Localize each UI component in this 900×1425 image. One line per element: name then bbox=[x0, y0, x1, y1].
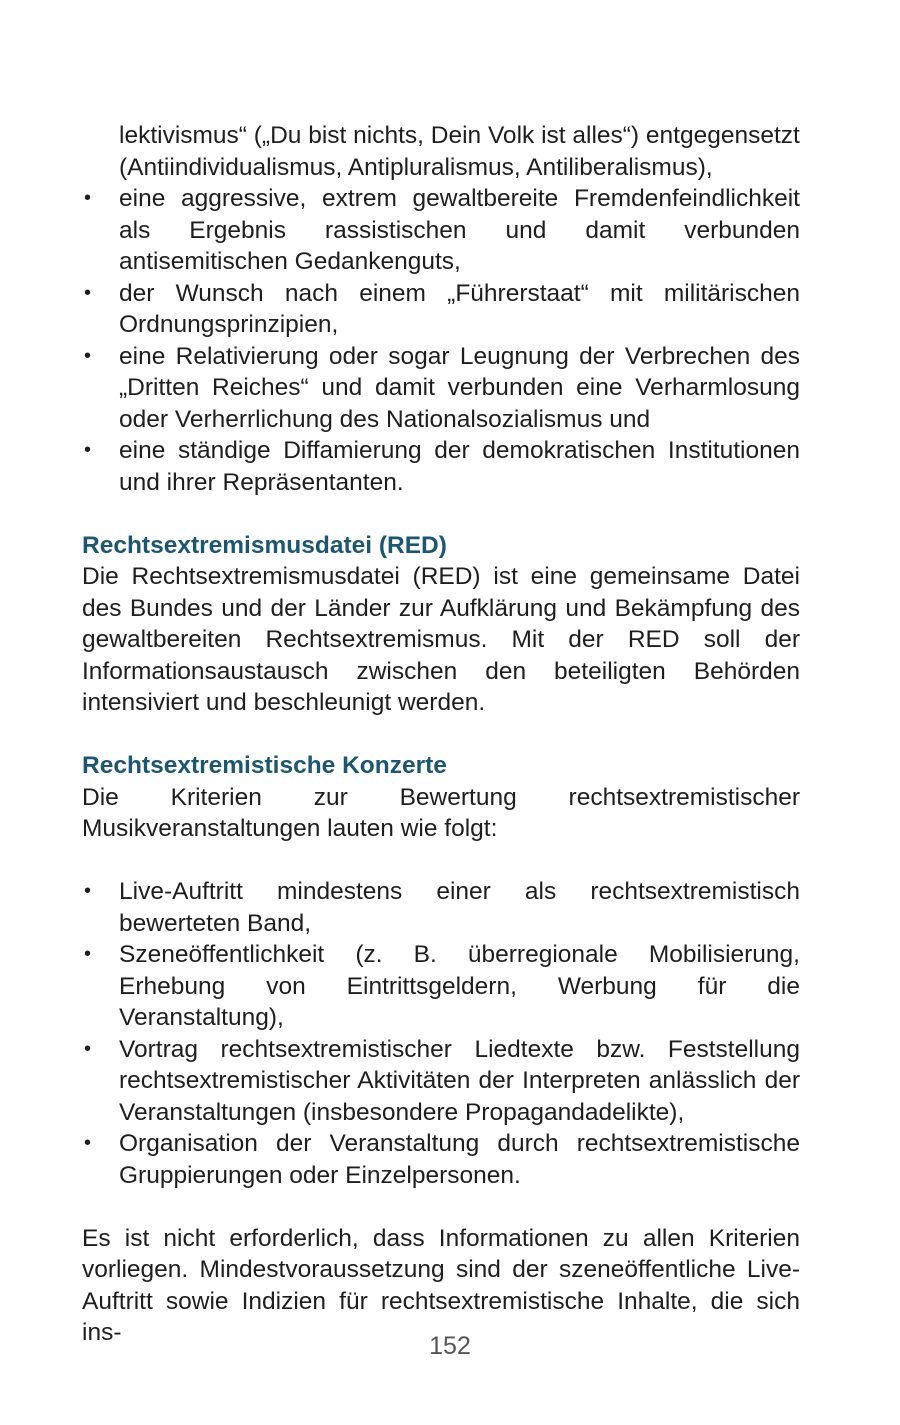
closing-paragraph: Es ist nicht erforderlich, dass Informationen zu allen Kriterien vorliegen. Mindestvoraussetzung sind der szeneöffentliche Live-Auftritt sowie Indizien für rechtsextremistische Inhalte, die sich ins- bbox=[82, 1224, 800, 1346]
list-item: • eine Relativierung oder sogar Leugnung der Verbrechen des „Dritten Reiches“ und damit verbunden eine Verharmlosung oder Verherrlichung des Nationalsozialismus und bbox=[84, 342, 800, 433]
bullet-icon: • bbox=[84, 880, 92, 902]
bullet-icon: • bbox=[84, 943, 92, 965]
criteria-bullet-list bbox=[82, 876, 800, 1191]
bullet-icon: • bbox=[84, 281, 92, 304]
section-heading-konzerte: Rechtsextremistische Konzerte bbox=[82, 752, 447, 779]
page-number: 152 bbox=[429, 1332, 471, 1360]
continued-list-item bbox=[82, 120, 800, 183]
bullet-icon: • bbox=[84, 187, 92, 209]
section-paragraph-red: Die Rechtsextremismusdatei (RED) ist eine gemeinsame Datei des Bundes und der Länder zur Aufklärung und Bekämpfung des gewaltbereiten Rechtsextremismus. Mit der RED soll der Informationsaustausch zwischen den beteiligten Behörden intensiviert und beschleunigt werden. bbox=[82, 563, 800, 716]
list-item: • Live-Auftritt mindestens einer als rechtsextremistisch bewerteten Band, bbox=[84, 878, 800, 937]
section-intro-konzerte: Die Kriterien zur Bewertung rechtsextremistischer Musikveranstaltungen lauten wie folgt: bbox=[82, 783, 800, 842]
list-item: • Vortrag rechtsextremistischer Liedtexte bzw. Feststellung rechtsextremistischer Aktivitäten der Interpreten anlässlich der Veranstaltungen (insbesondere Propagandadelikte), bbox=[84, 1035, 800, 1126]
bullet-icon: • bbox=[84, 344, 92, 367]
text-line: (Antiindividualismus, Antipluralismus, Antiliberalismus), bbox=[119, 153, 713, 181]
list-item: • der Wunsch nach einem „Führerstaat“ mit militärischen Ordnungsprinzipien, bbox=[84, 279, 800, 338]
bullet-icon: • bbox=[84, 1132, 92, 1154]
list-item: • Organisation der Veranstaltung durch rechtsextremistische Gruppierungen oder Einzelpersonen. bbox=[84, 1130, 800, 1189]
section-heading-red: Rechtsextremismusdatei (RED) bbox=[82, 531, 447, 559]
list-item: • Szeneöffentlichkeit (z. B. überregionale Mobilisierung, Erhebung von Eintrittsgeldern, Werbung für die Veranstaltung), bbox=[84, 941, 800, 1031]
list-item: • eine aggressive, extrem gewaltbereite Fremdenfeindlichkeit als Ergebnis rassistischen und damit verbunden antisemitischen Gedankenguts, bbox=[84, 185, 800, 275]
bullet-icon: • bbox=[84, 1037, 92, 1060]
bullet-icon: • bbox=[84, 439, 92, 461]
text-line: lektivismus“ („Du bist nichts, Dein Volk ist alles“) entgegensetzt bbox=[119, 122, 800, 149]
page-body bbox=[82, 120, 800, 1349]
ideology-bullet-list bbox=[82, 183, 800, 498]
list-item: • eine ständige Diffamierung der demokratischen Institutionen und ihrer Repräsentanten. bbox=[84, 437, 800, 496]
